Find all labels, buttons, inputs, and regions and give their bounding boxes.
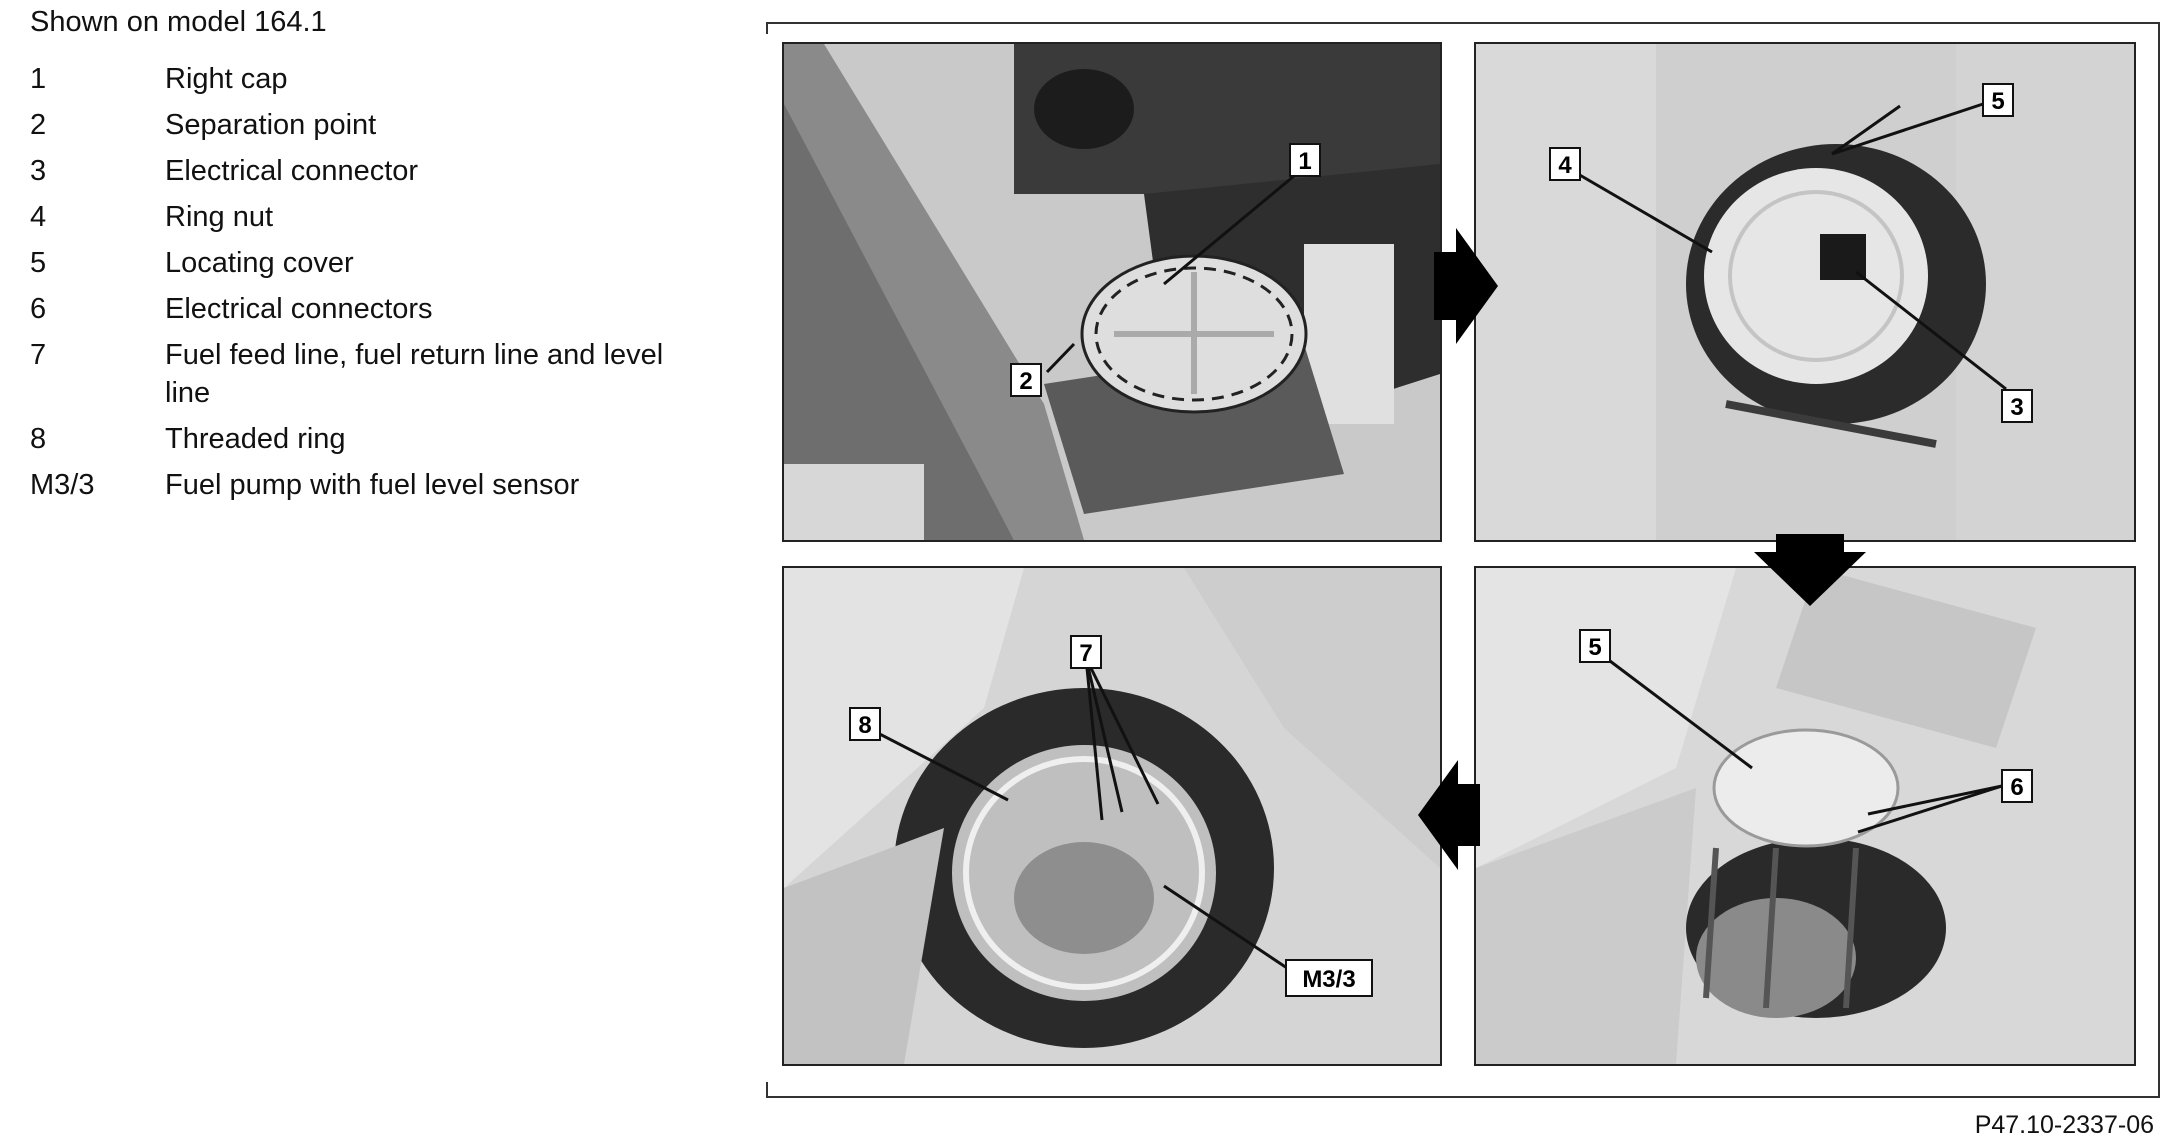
callout-label: 3 <box>2010 394 2024 421</box>
frame-corner-mark <box>766 1082 768 1096</box>
legend-text: Right cap <box>165 63 288 95</box>
arrow-left-icon <box>1418 760 1480 870</box>
legend-text: Electrical connector <box>165 155 419 187</box>
legend-text: Fuel feed line, fuel return line and level line <box>165 339 664 409</box>
legend-text: Ring nut <box>165 201 274 233</box>
figure-heading: Shown on model 164.1 <box>30 6 327 38</box>
figure-code: P47.10-2337-06 <box>1974 1111 2154 1139</box>
photo-step-3 <box>782 566 1442 1066</box>
legend-list <box>30 60 670 512</box>
legend-text: Threaded ring <box>165 423 346 455</box>
legend-text: Locating cover <box>165 247 354 279</box>
legend-key: M3/3 <box>30 469 95 501</box>
legend-item <box>30 290 670 328</box>
legend-item <box>30 466 670 504</box>
legend-item <box>30 60 670 98</box>
callout-label: 5 <box>1991 88 2005 115</box>
arrow-right-icon <box>1434 228 1498 344</box>
callout-label: 6 <box>2010 774 2024 801</box>
callout-label: 2 <box>1019 368 1033 395</box>
photo-step-4 <box>1474 566 2136 1066</box>
legend-key: 2 <box>30 109 47 141</box>
legend-key: 5 <box>30 247 47 279</box>
arrow-down-icon <box>1754 534 1866 606</box>
legend-text: Separation point <box>165 109 377 141</box>
callout-label: 1 <box>1298 148 1312 175</box>
frame-corner-mark <box>766 22 768 34</box>
legend-item <box>30 198 670 236</box>
legend-text: Fuel pump with fuel level sensor <box>165 469 580 501</box>
callout-label: 4 <box>1558 152 1572 179</box>
legend-item <box>30 336 670 412</box>
photo-step-2 <box>1474 42 2136 542</box>
legend-item <box>30 152 670 190</box>
callout-label: 8 <box>858 712 872 739</box>
legend-text: Electrical connectors <box>165 293 433 325</box>
callout-label: 7 <box>1079 640 1093 667</box>
legend-key: 4 <box>30 201 47 233</box>
legend-item <box>30 244 670 282</box>
callout-label: M3/3 <box>1302 966 1356 993</box>
legend-key: 1 <box>30 63 47 95</box>
legend-item <box>30 420 670 458</box>
photo-step-1 <box>782 42 1442 542</box>
legend-key: 7 <box>30 339 47 371</box>
legend-key: 6 <box>30 293 47 325</box>
legend-key: 8 <box>30 423 47 455</box>
callout-label: 5 <box>1588 634 1602 661</box>
legend-item <box>30 106 670 144</box>
legend-key: 3 <box>30 155 47 187</box>
